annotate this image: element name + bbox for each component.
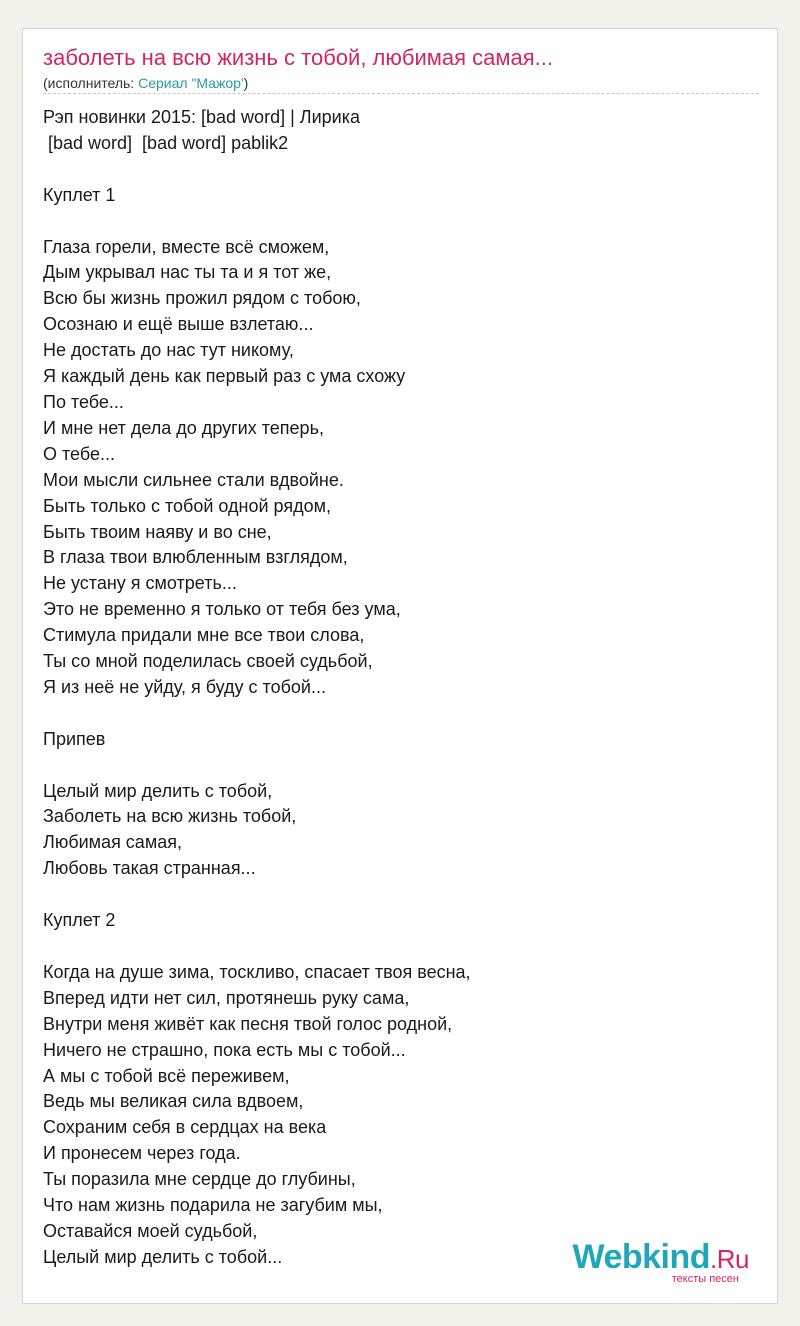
byline-suffix: ) [243, 75, 249, 91]
artist-link[interactable]: Сериал "Мажор' [138, 75, 244, 91]
song-title: заболеть на всю жизнь с тобой, любимая самая... [43, 45, 554, 70]
logo-tld: .Ru [710, 1244, 749, 1274]
title-divider [43, 93, 759, 94]
lyrics-text: Рэп новинки 2015: [bad word] | Лирика [bad word] [bad word] pablik2 Куплет 1 Глаза горели, вместе всё сможем, Дым укрывал нас ты та и я тот же, Всю бы жизнь прожил рядом с тобою, Осознаю и ещё выше взлетаю... Не достать до нас тут никому, Я каждый день как первый раз с ума схожу По тебе... И мне нет дела до других теперь, О тебе... Мои мысли сильнее стали вдвойне. Быть только с тобой одной рядом, Быть твоим наяву и во сне, В глаза твои влюбленным взглядом, Не устану я смотреть... Это не временно я только от тебя без ума, Стимула придали мне все твои слова, Ты со мной поделилась своей судьбой, Я из неё не уйду, я буду с тобой... Припев Целый мир делить с тобой, Заболеть на всю жизнь тобой, Любимая самая, Любовь такая странная... Куплет 2 Когда на душе зима, тоскливо, спасает твоя весна, Вперед идти нет сил, протянешь руку сама, Внутри меня живёт как песня твой голос родной, Ничего не страшно, пока есть мы с тобой... А мы с тобой всё переживем, Ведь мы великая сила вдвоем, Сохраним себя в сердцах на века И пронесем через года. Ты поразила мне сердце до глубины, Что нам жизнь подарила не загубим мы, Оставайся моей судьбой, Целый мир делить с тобой... [43, 107, 471, 1267]
logo-tagline: тексты песен [671, 1273, 739, 1285]
lyrics-card [22, 28, 778, 1304]
logo-name: Webkind [572, 1238, 711, 1276]
artist-byline [43, 74, 248, 92]
byline-prefix: (исполнитель: [43, 75, 139, 91]
site-logo[interactable] [572, 1238, 749, 1285]
